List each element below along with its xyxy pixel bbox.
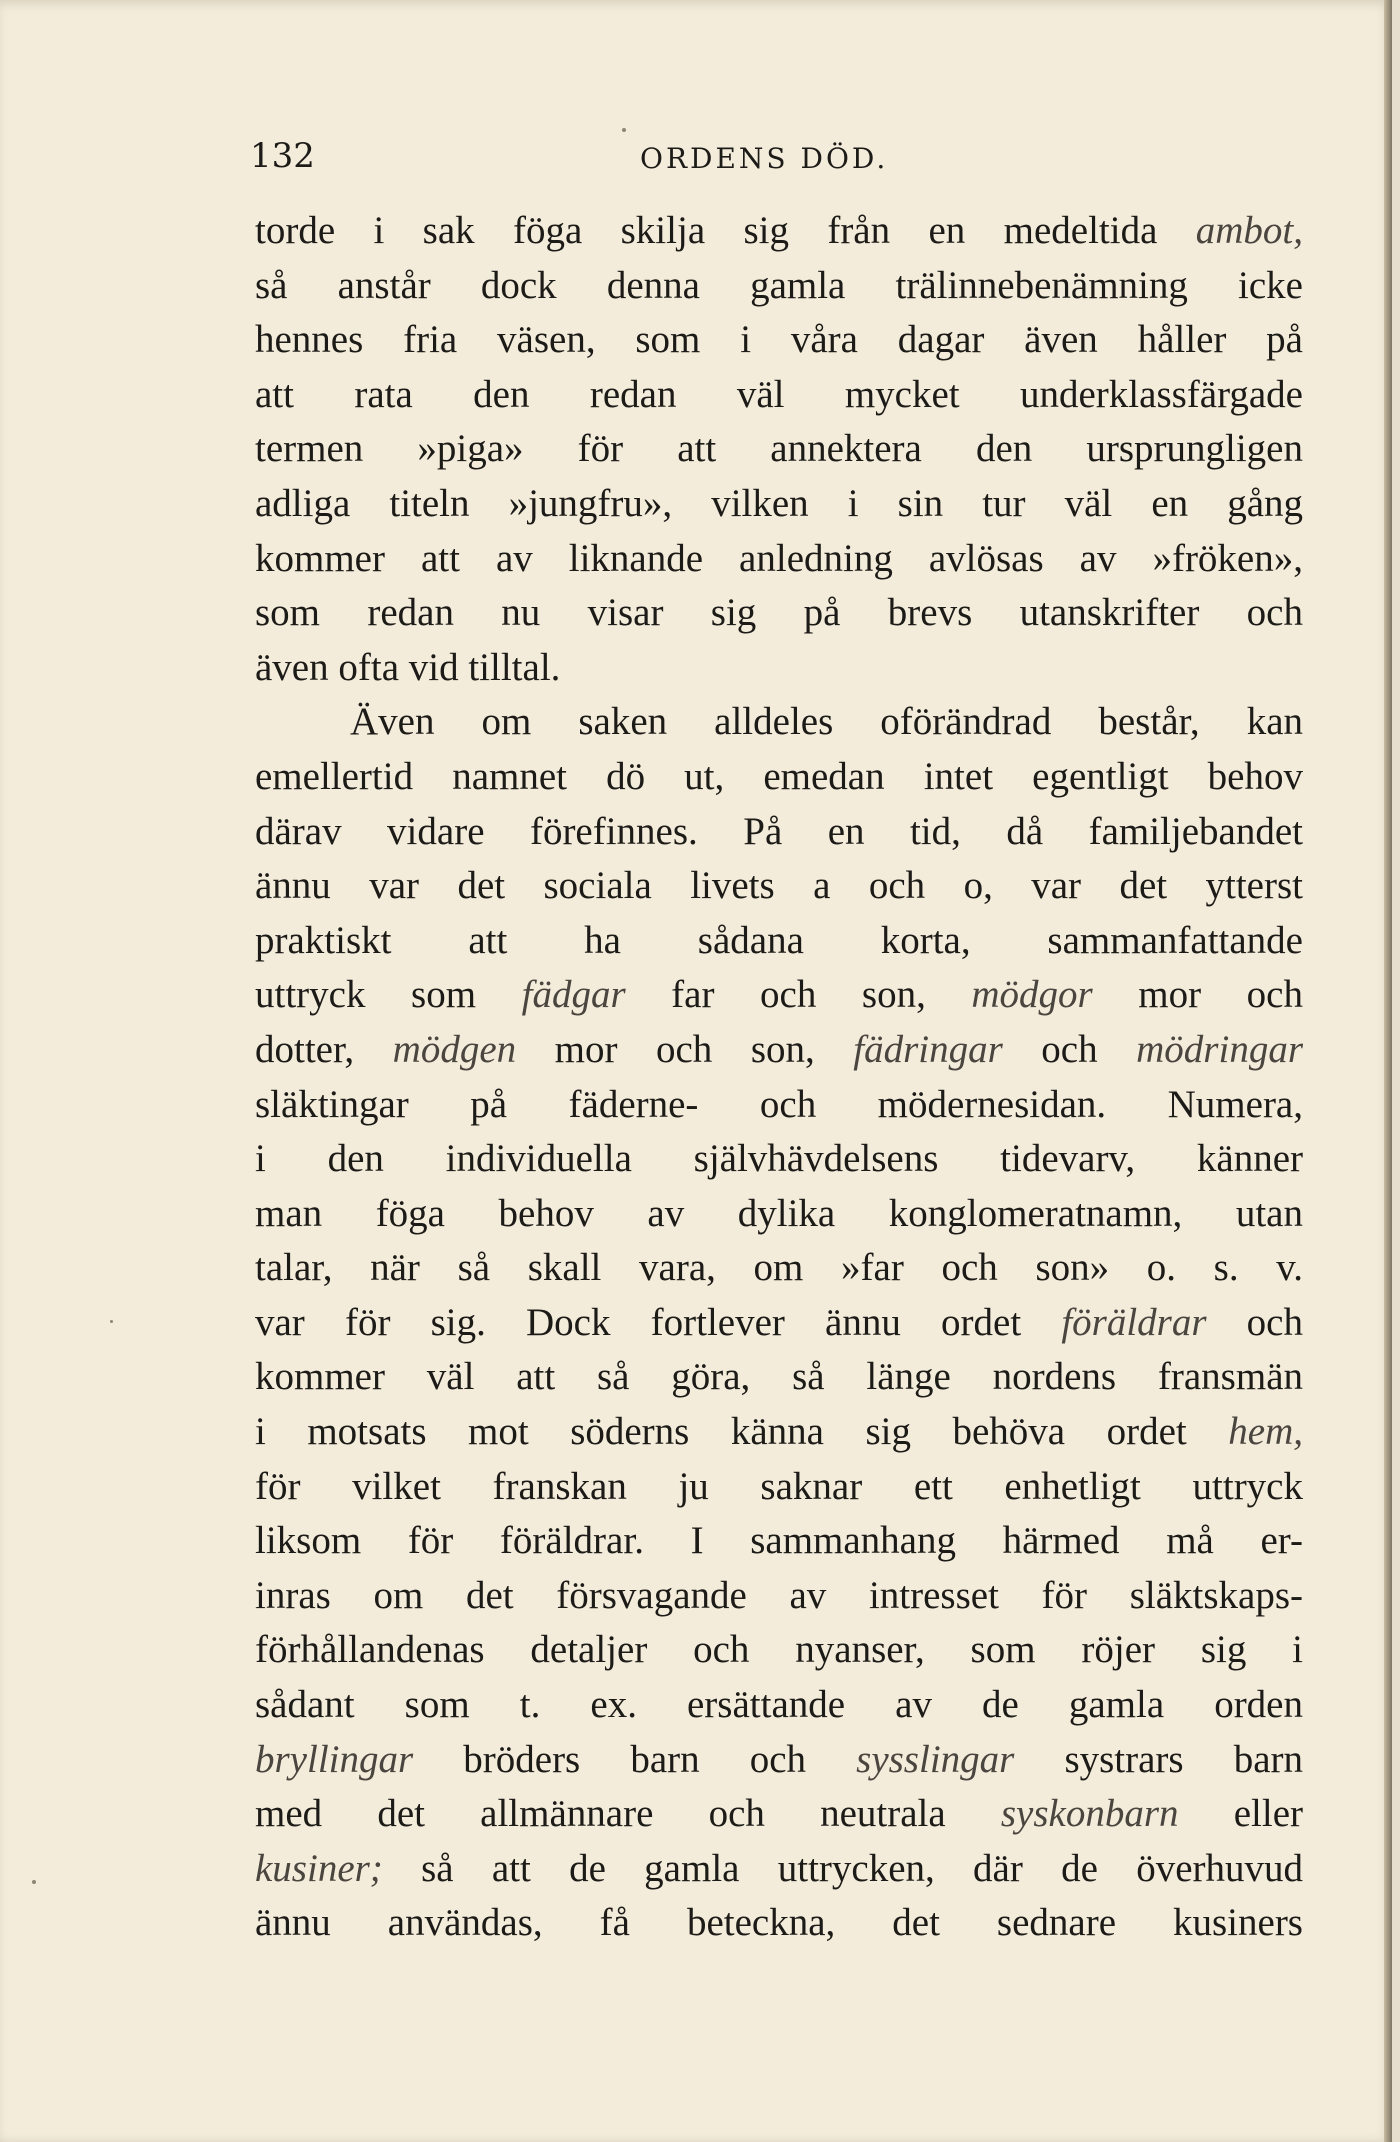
- text-line: så anstår dock denna gamla trälinnebenämning icke: [255, 263, 1303, 307]
- italic-word: ambot,: [1195, 209, 1303, 252]
- text-line: talar, när så skall vara, om »far och son» o. s. v.: [255, 1246, 1303, 1290]
- text-line: släktingar på fäderne- och mödernesidan. Numera,: [255, 1082, 1303, 1126]
- text-line: kommer att av liknande anledning avlösas av »fröken»,: [255, 536, 1303, 580]
- text-line: därav vidare förefinnes. På en tid, då familjebandet: [255, 809, 1303, 853]
- paper-speck: [110, 1320, 113, 1323]
- text-line: som redan nu visar sig på brevs utanskrifter och: [255, 591, 1303, 635]
- paper-speck: [32, 1880, 36, 1884]
- page-number: 132: [250, 136, 315, 176]
- text-line: i motsats mot söderns känna sig behöva ordet hem,: [255, 1410, 1303, 1454]
- italic-word: hem,: [1228, 1410, 1303, 1454]
- text-line: uttryck som fädgar far och son, mödgor mor och: [255, 973, 1303, 1017]
- italic-word: mödgen: [392, 1027, 517, 1071]
- running-title: ORDENS DÖD.: [640, 142, 889, 175]
- text-line: med det allmännare och neutrala syskonbarn eller: [255, 1792, 1303, 1836]
- text-line: sådant som t. ex. ersättande av de gamla orden: [255, 1683, 1303, 1727]
- italic-word: mödgor: [971, 973, 1093, 1017]
- text-line: inras om det försvagande av intresset för släktskaps-: [255, 1573, 1303, 1617]
- text-line: dotter, mödgen mor och son, fädringar och mödringar: [255, 1027, 1303, 1071]
- text-line: bryllingar bröders barn och sysslingar systrars barn: [255, 1737, 1303, 1781]
- text-line: i den individuella självhävdelsens tidevarv, känner: [255, 1137, 1303, 1181]
- paper-speck: [622, 128, 626, 132]
- text-line: torde i sak föga skilja sig från en medeltida ambot,: [255, 209, 1303, 252]
- text-line: även ofta vid tilltal.: [255, 645, 561, 689]
- text-line: kusiner; så att de gamla uttrycken, där de överhuvud: [255, 1846, 1303, 1890]
- text-line: kommer väl att så göra, så länge nordens fransmän: [255, 1355, 1303, 1399]
- text-line: termen »piga» för att annektera den ursprungligen: [255, 427, 1303, 471]
- text-line: adliga titeln »jungfru», vilken i sin tur väl en gång: [255, 481, 1303, 525]
- text-line: Även om saken alldeles oförändrad består, kan: [350, 700, 1303, 744]
- italic-word: fädringar: [853, 1027, 1003, 1071]
- text-line: liksom för föräldrar. I sammanhang härmed må er-: [255, 1519, 1303, 1563]
- text-line: för vilket franskan ju saknar ett enhetligt uttryck: [255, 1464, 1303, 1508]
- text-line: praktiskt att ha sådana korta, sammanfattande: [255, 918, 1303, 962]
- text-line: ännu användas, få beteckna, det sednare kusiners: [255, 1901, 1303, 1945]
- italic-word: föräldrar: [1061, 1300, 1207, 1344]
- italic-word: kusiner;: [255, 1846, 383, 1890]
- italic-word: sysslingar: [856, 1737, 1015, 1781]
- body-text: [255, 204, 1303, 1951]
- page-header: [250, 128, 1300, 188]
- italic-word: fädgar: [521, 973, 626, 1017]
- text-line: att rata den redan väl mycket underklassfärgade: [255, 372, 1303, 416]
- text-line: man föga behov av dylika konglomeratnamn, utan: [255, 1191, 1303, 1235]
- italic-word: mödringar: [1136, 1027, 1303, 1071]
- text-line: hennes fria väsen, som i våra dagar även håller på: [255, 318, 1303, 362]
- page-edge: [1384, 0, 1392, 2142]
- italic-word: bryllingar: [255, 1737, 414, 1781]
- text-line: ännu var det sociala livets a och o, var det ytterst: [255, 864, 1303, 908]
- text-line: var för sig. Dock fortlever ännu ordet föräldrar och: [255, 1300, 1303, 1344]
- text-line: förhållandenas detaljer och nyanser, som röjer sig i: [255, 1628, 1303, 1672]
- italic-word: syskonbarn: [1000, 1792, 1179, 1836]
- text-line: emellertid namnet dö ut, emedan intet egentligt behov: [255, 754, 1303, 798]
